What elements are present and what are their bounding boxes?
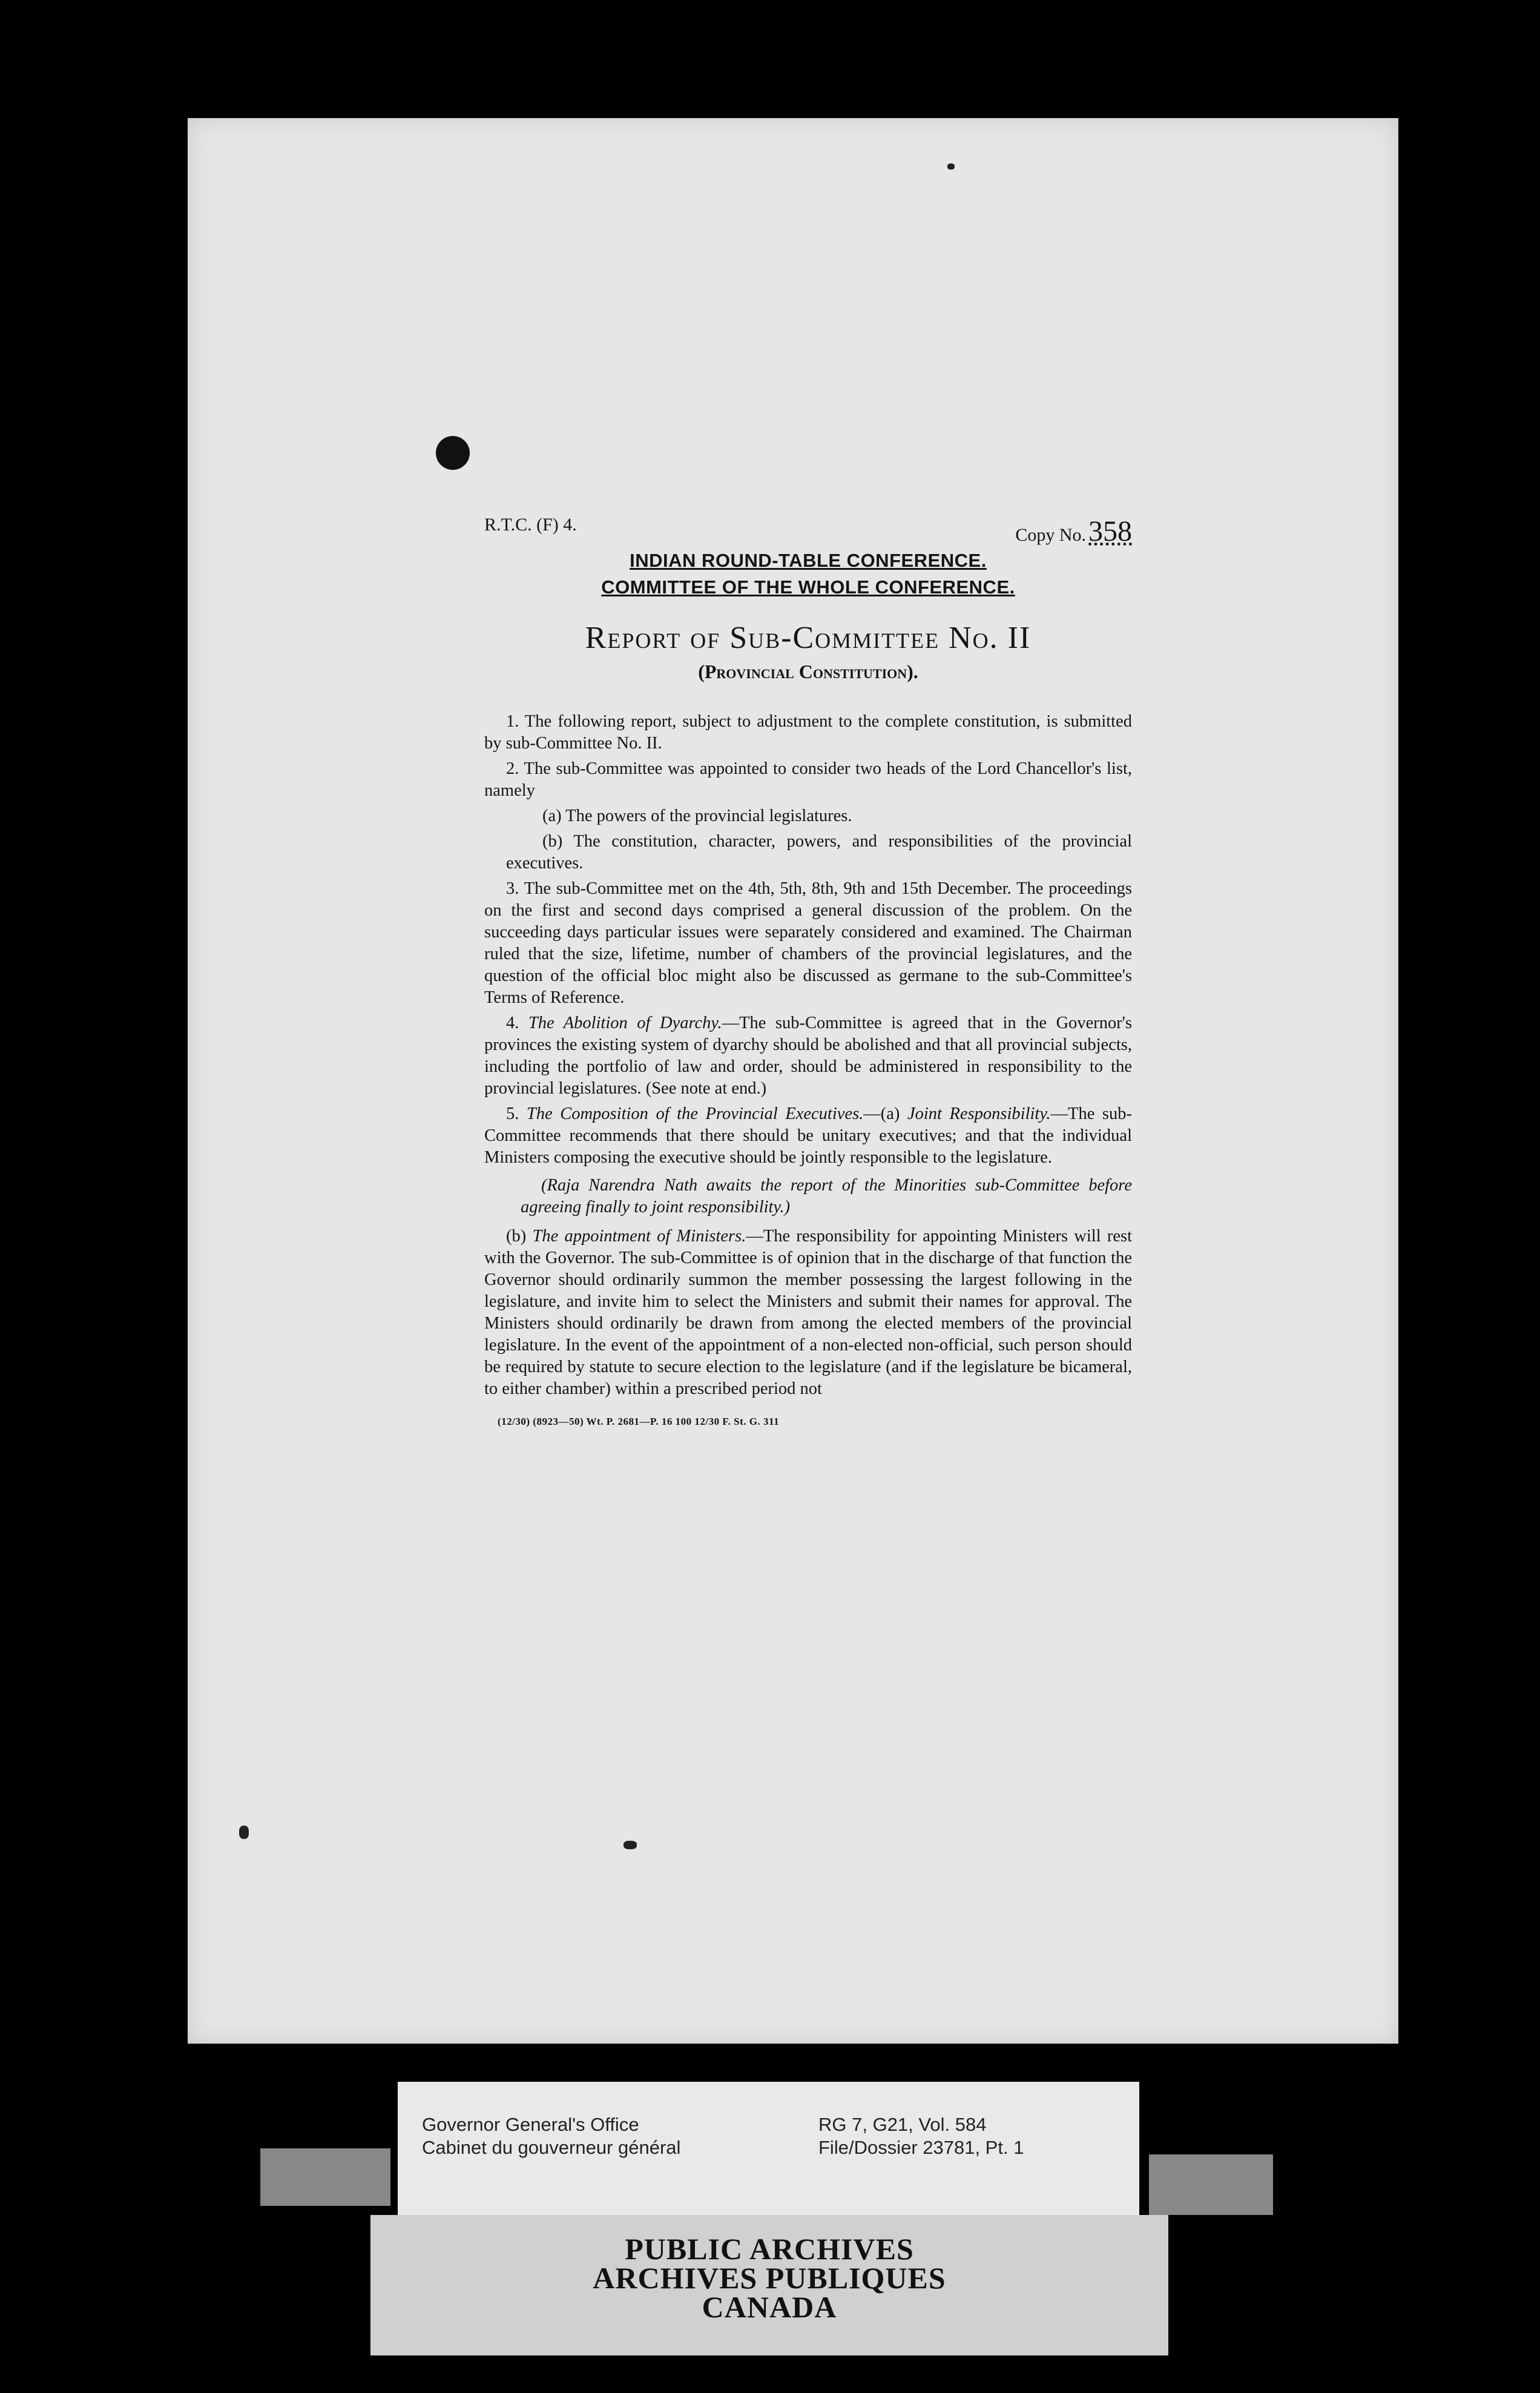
paragraph-5-text: —The sub-Committee recommends that there should be unitary executives; and that the individual Ministers composing the executive should be jointly responsible to the legislature.: [484, 1104, 1132, 1167]
copy-number: 358: [1088, 515, 1132, 547]
report-subtitle: (Provincial Constitution).: [698, 661, 918, 682]
paragraph-5b-heading: The appointment of Ministers.: [532, 1227, 746, 1246]
punch-hole: [436, 436, 470, 470]
paragraph-4-text: —The sub-Committee is agreed that in the Governor's provinces the existing system of dyarchy should be abolished and that all provincial subjects, including the portfolio of law and order, should be administered in responsibility to the provincial legislatures. (See note at end.): [484, 1014, 1133, 1098]
paragraph-5: [484, 1103, 1132, 1169]
paragraph-5b: [484, 1226, 1132, 1400]
paragraph-1: 1. The following report, subject to adjustment to the complete constitution, is submitted by sub-Committee No. II.: [484, 712, 1132, 753]
archive-stamp: [370, 2234, 1168, 2322]
speck-mark: [624, 1841, 637, 1849]
paragraph-5-heading: The Composition of the Provincial Executives.: [526, 1104, 864, 1123]
paragraph-5-number: 5.: [506, 1104, 519, 1123]
paragraph-4: [484, 1012, 1132, 1100]
archive-label: [398, 2082, 1139, 2215]
paragraph-2: 2. The sub-Committee was appointed to consider two heads of the Lord Chancellor's list, namely: [484, 759, 1132, 800]
paragraph-5b-number: (b): [506, 1227, 527, 1246]
paragraph-5-a: —(a): [863, 1104, 900, 1123]
copy-label: Copy No.: [1015, 525, 1086, 545]
copy-number-field: [1015, 515, 1132, 548]
office-english: Governor General's Office: [422, 2114, 639, 2135]
printer-line: (12/30) (8923—50) Wt. P. 2681—P. 16 100 12/30 F. St. G. 311: [498, 1416, 780, 1427]
office-french: Cabinet du gouverneur général: [422, 2137, 681, 2158]
stamp-line-3: CANADA: [702, 2290, 837, 2324]
reference-code: R.T.C. (F) 4.: [484, 515, 577, 535]
stamp-line-1: PUBLIC ARCHIVES: [625, 2232, 914, 2266]
label-tab-right: [1149, 2154, 1273, 2215]
raja-note: (Raja Narendra Nath awaits the report of the Minorities sub-Committee before agreeing finally to joint responsibility.): [521, 1176, 1132, 1216]
reference-row: [484, 497, 1132, 545]
paragraph-5-subheading: Joint Responsibility.: [907, 1104, 1051, 1123]
paragraph-2b: (b) The constitution, character, powers, and responsibilities of the provincial executives.: [506, 832, 1132, 873]
archive-stamp-strip: [370, 2215, 1168, 2355]
report-title: Report of Sub-Committee No. II: [585, 621, 1032, 655]
stamp-line-2: ARCHIVES PUBLIQUES: [593, 2261, 946, 2295]
reference-number: RG 7, G21, Vol. 584: [818, 2114, 987, 2135]
document-body: [484, 497, 1132, 1428]
speck-mark: [947, 163, 955, 170]
label-tab-left: [260, 2148, 390, 2206]
paragraph-5b-text: —The responsibility for appointing Ministers will rest with the Governor. The sub-Committee is of opinion that in the discharge of that function the Governor should ordinarily summon the member possessing the largest following in the legislature, and invite him to select the Ministers and submit their names for approval. The Ministers should ordinarily be drawn from among the elected members of the provincial legislature. In the event of the appointment of a non-elected non-official, such person should be required by statute to secure election to the legislature (and if the legislature be bicameral, to either chamber) within a prescribed period not: [484, 1227, 1132, 1398]
speck-mark: [239, 1826, 249, 1839]
committee-heading: COMMITTEE OF THE WHOLE CONFERENCE.: [601, 576, 1015, 598]
paragraph-4-heading: The Abolition of Dyarchy.: [528, 1014, 722, 1032]
file-number: File/Dossier 23781, Pt. 1: [818, 2137, 1024, 2158]
archive-reference: [818, 2113, 1024, 2159]
archive-office: [422, 2113, 680, 2159]
paragraph-3: 3. The sub-Committee met on the 4th, 5th, 8th, 9th and 15th December. The proceedings on the first and second days comprised a general discussion of the problem. On the succeeding days particular issues were separately considered and examined. The Chairman ruled that the size, lifetime, number of chambers of the provincial legislatures, and the question of the official bloc might also be discussed as germane to the sub-Committee's Terms of Reference.: [484, 879, 1132, 1007]
paragraph-2a: (a) The powers of the provincial legislatures.: [542, 807, 852, 825]
conference-heading: INDIAN ROUND-TABLE CONFERENCE.: [630, 550, 987, 571]
paragraph-4-number: 4.: [506, 1014, 519, 1032]
